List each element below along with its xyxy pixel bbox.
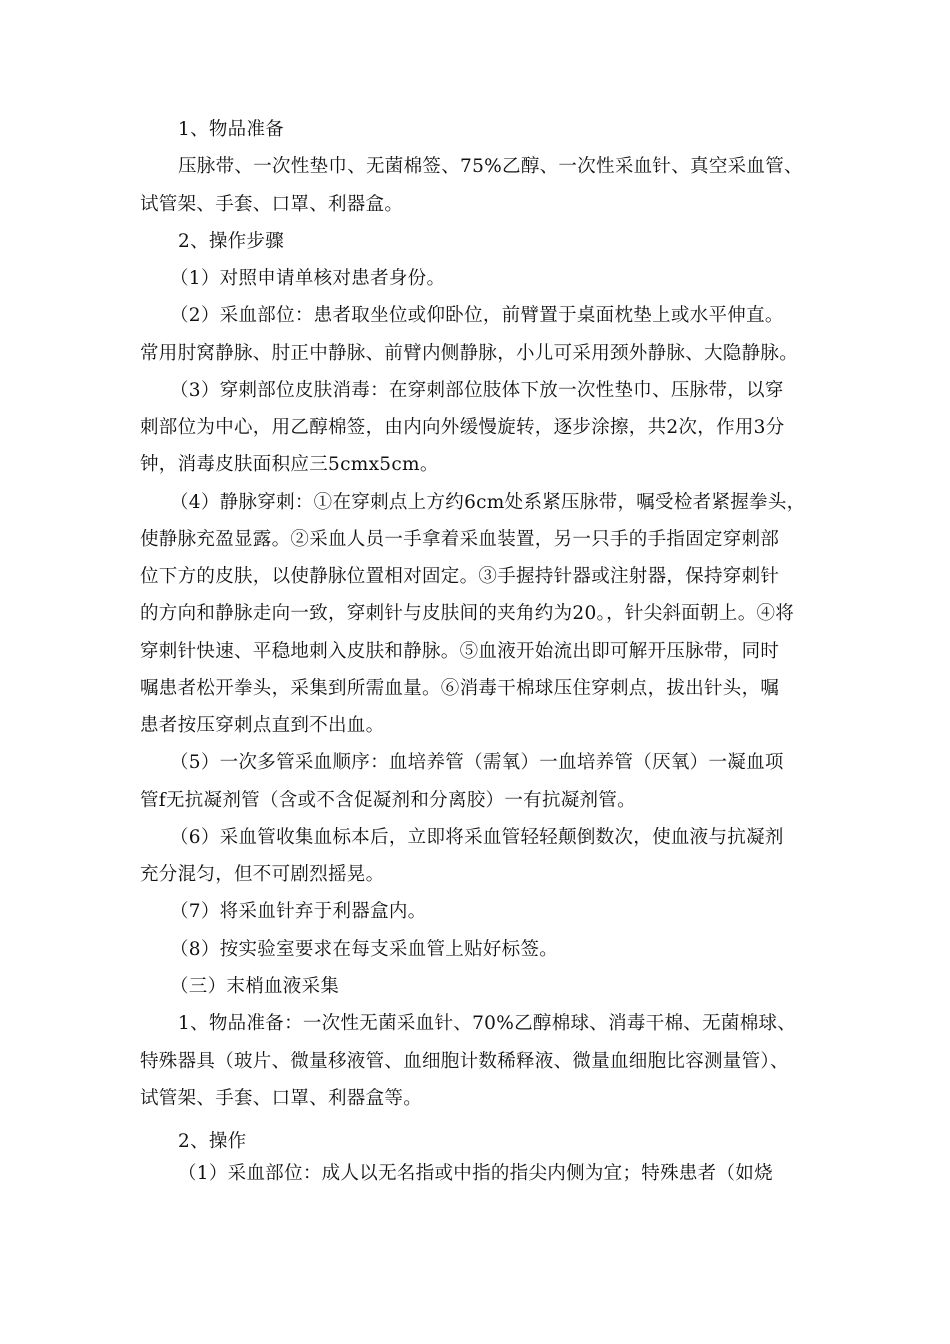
paragraph-line: 试管架、手套、口罩、利器盒。 xyxy=(140,194,404,215)
step-item: （3）穿刺部位皮肤消毒：在穿刺部位肢体下放一次性垫巾、压脉带，以穿 xyxy=(170,380,784,401)
section-heading-peripheral-blood: （三）末梢血液采集 xyxy=(170,976,340,997)
paragraph-line: 1、物品准备：一次性无菌采血针、70%乙醇棉球、消毒干棉、无菌棉球、 xyxy=(178,1013,797,1034)
paragraph-line: 患者按压穿刺点直到不出血。 xyxy=(140,715,385,736)
step-item: （7）将采血针弃于利器盒内。 xyxy=(170,901,427,922)
step-item: （5）一次多管采血顺序：血培养管（需氧）一血培养管（厌氧）一凝血项 xyxy=(170,752,784,773)
section-heading-operation: 2、操作 xyxy=(178,1131,247,1152)
paragraph-line: 特殊器具（玻片、微量移液管、血细胞计数稀释液、微量血细胞比容测量管）、 xyxy=(140,1051,789,1072)
paragraph-line: 充分混匀，但不可剧烈摇晃。 xyxy=(140,864,385,885)
step-item: （2）采血部位：患者取坐位或仰卧位，前臂置于桌面枕垫上或水平伸直。 xyxy=(170,305,784,326)
paragraph-line: 钟，消毒皮肤面积应三5cmx5cm。 xyxy=(140,454,439,475)
section-heading-procedure: 2、操作步骤 xyxy=(178,231,285,252)
paragraph-line: 穿刺针快速、平稳地刺入皮肤和静脉。⑤血液开始流出即可解开压脉带，同时 xyxy=(140,641,780,662)
section-heading-item-prep: 1、物品准备 xyxy=(178,119,285,140)
paragraph-line: 试管架、手套、口罩、利器盒等。 xyxy=(140,1088,423,1109)
paragraph-line: 刺部位为中心，用乙醇棉签，由内向外缓慢旋转，逐步涂擦，共2次，作用3分 xyxy=(140,417,785,438)
paragraph-line: 使静脉充盈显露。②采血人员一手拿着采血装置，另一只手的手指固定穿刺部 xyxy=(140,529,780,550)
paragraph-line: 管f无抗凝剂管（含或不含促凝剂和分离胶）一有抗凝剂管。 xyxy=(140,790,636,811)
step-item: （1）对照申请单核对患者身份。 xyxy=(170,268,446,289)
step-item: （4）静脉穿刺：①在穿刺点上方约6cm处系紧压脉带，嘱受检者紧握拳头， xyxy=(170,492,806,513)
paragraph-line: 压脉带、一次性垫巾、无菌棉签、75%乙醇、一次性采血针、真空采血管、 xyxy=(178,156,803,177)
step-item: （1）采血部位：成人以无名指或中指的指尖内侧为宜；特殊患者（如烧 xyxy=(178,1163,773,1184)
paragraph-line: 常用肘窝静脉、肘正中静脉、前臂内侧静脉，小儿可采用颈外静脉、大隐静脉。 xyxy=(140,343,799,364)
step-item: （6）采血管收集血标本后，立即将采血管轻轻颠倒数次，使血液与抗凝剂 xyxy=(170,827,784,848)
paragraph-line: 嘱患者松开拳头，采集到所需血量。⑥消毒干棉球压住穿刺点，拔出针头，嘱 xyxy=(140,678,780,699)
step-item: （8）按实验室要求在每支采血管上贴好标签。 xyxy=(170,939,559,960)
paragraph-line: 的方向和静脉走向一致，穿刺针与皮肤间的夹角约为20。，针尖斜面朝上。④将 xyxy=(140,603,795,624)
paragraph-line: 位下方的皮肤，以使静脉位置相对固定。③手握持针器或注射器，保持穿刺针 xyxy=(140,566,780,587)
